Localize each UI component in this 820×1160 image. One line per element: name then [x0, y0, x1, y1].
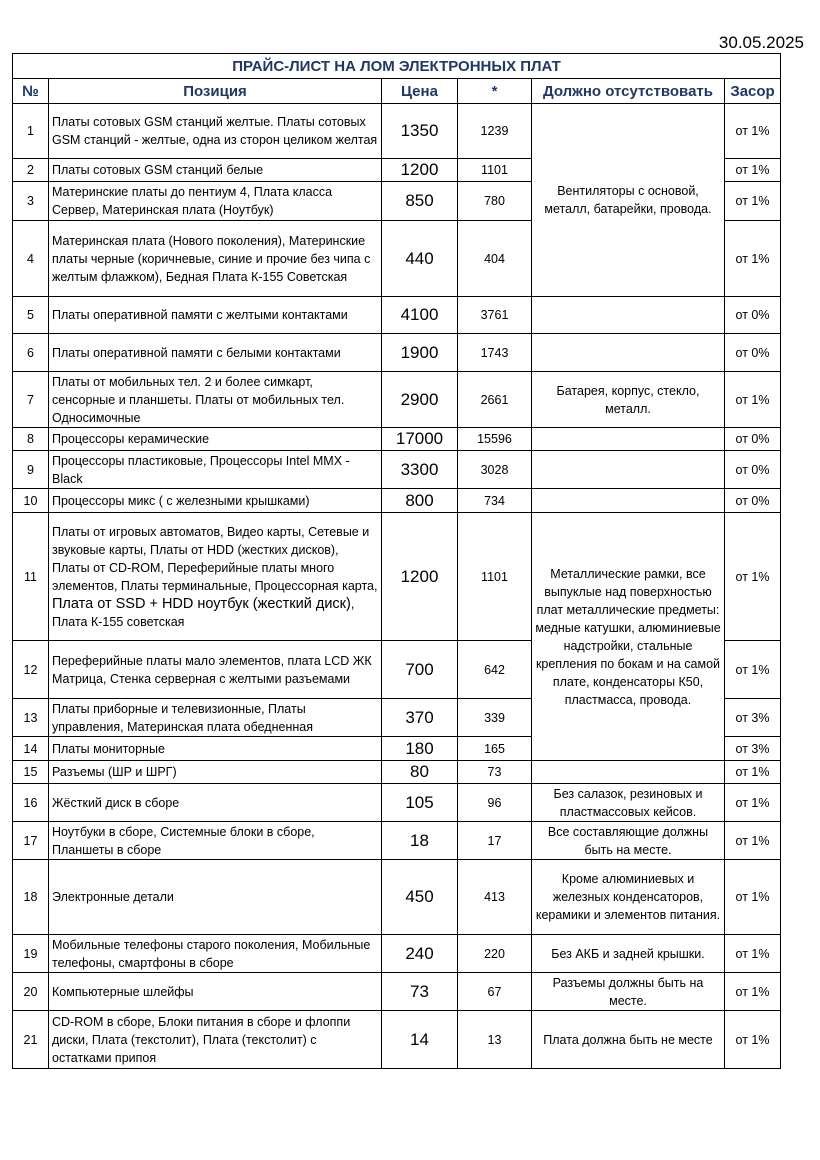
row-star-price: 73 — [458, 761, 532, 784]
row-zasor: от 1% — [725, 761, 781, 784]
row-num: 20 — [13, 973, 49, 1011]
row-price: 370 — [382, 699, 458, 737]
row-price: 1900 — [382, 334, 458, 372]
row-zasor: от 0% — [725, 334, 781, 372]
row-zasor: от 0% — [725, 451, 781, 489]
row-zasor: от 1% — [725, 935, 781, 973]
title-row — [13, 54, 781, 79]
row-requirements: Металлические рамки, все выпуклые над поверхностью плат металлические предметы: медные катушки, алюминиевые надстройки, стальные крепления по бокам и на самой плате, конденсаторы К50, пластмасса, провода. — [532, 513, 725, 761]
row-price: 440 — [382, 221, 458, 297]
row-num: 2 — [13, 159, 49, 182]
row-price: 14 — [382, 1011, 458, 1069]
row-star-price: 404 — [458, 221, 532, 297]
table-row — [13, 372, 781, 428]
row-num: 19 — [13, 935, 49, 973]
row-position: Мобильные телефоны старого поколения, Мобильные телефоны, смартфоны в сборе — [49, 935, 382, 973]
row-position: Электронные детали — [49, 860, 382, 935]
row-position: Материнские платы до пентиум 4, Плата класса Сервер, Материнская плата (Ноутбук) — [49, 182, 382, 221]
row-price: 240 — [382, 935, 458, 973]
row-price: 850 — [382, 182, 458, 221]
row-star-price: 2661 — [458, 372, 532, 428]
row-position: Компьютерные шлейфы — [49, 973, 382, 1011]
row-star-price: 3028 — [458, 451, 532, 489]
row-price: 180 — [382, 737, 458, 761]
table-row — [13, 822, 781, 860]
table-row — [13, 784, 781, 822]
table-row — [13, 334, 781, 372]
row-star-price: 17 — [458, 822, 532, 860]
row-requirements: Батарея, корпус, стекло, металл. — [532, 372, 725, 428]
table-row — [13, 761, 781, 784]
row-requirements: Кроме алюминиевых и железных конденсаторов, керамики и элементов питания. — [532, 860, 725, 935]
row-position: Переферийные платы мало элементов, плата LCD ЖК Матрица, Стенка серверная с желтыми разъемами — [49, 641, 382, 699]
row-position-part: , Плата К-155 советская — [52, 596, 355, 629]
row-position: CD-ROM в сборе, Блоки питания в сборе и флоппи диски, Плата (текстолит), Плата (текстолит) с остатками припоя — [49, 1011, 382, 1069]
row-num: 14 — [13, 737, 49, 761]
row-requirements: Разъемы должны быть на месте. — [532, 973, 725, 1011]
row-price: 80 — [382, 761, 458, 784]
header-price: Цена — [382, 79, 458, 104]
row-star-price: 67 — [458, 973, 532, 1011]
row-num: 3 — [13, 182, 49, 221]
row-num: 11 — [13, 513, 49, 641]
row-position: Ноутбуки в сборе, Системные блоки в сборе, Планшеты в сборе — [49, 822, 382, 860]
row-position: Материнская плата (Нового поколения), Материнские платы черные (коричневые, синие и прочие без чипа с желтым флажком), Бедная Плата К-155 Советская — [49, 221, 382, 297]
row-price: 450 — [382, 860, 458, 935]
row-star-price: 220 — [458, 935, 532, 973]
row-requirements: Без АКБ и задней крышки. — [532, 935, 725, 973]
row-price: 73 — [382, 973, 458, 1011]
row-star-price: 96 — [458, 784, 532, 822]
row-position: Платы сотовых GSM станций желтые. Платы сотовых GSM станций - желтые, одна из сторон целиком желтая — [49, 104, 382, 159]
row-num: 13 — [13, 699, 49, 737]
row-zasor: от 0% — [725, 428, 781, 451]
row-zasor: от 3% — [725, 699, 781, 737]
row-zasor: от 1% — [725, 372, 781, 428]
row-zasor: от 1% — [725, 159, 781, 182]
row-price: 4100 — [382, 297, 458, 334]
row-star-price: 413 — [458, 860, 532, 935]
row-num: 4 — [13, 221, 49, 297]
row-price: 1200 — [382, 513, 458, 641]
row-position: Платы оперативной памяти с белыми контактами — [49, 334, 382, 372]
table-row — [13, 104, 781, 159]
row-star-price: 780 — [458, 182, 532, 221]
row-position: Жёсткий диск в сборе — [49, 784, 382, 822]
header-zasor: Засор — [725, 79, 781, 104]
row-zasor: от 1% — [725, 641, 781, 699]
row-num: 18 — [13, 860, 49, 935]
table-title: ПРАЙС-ЛИСТ НА ЛОМ ЭЛЕКТРОННЫХ ПЛАТ — [13, 54, 781, 79]
table-row — [13, 489, 781, 513]
table-row — [13, 860, 781, 935]
row-num: 9 — [13, 451, 49, 489]
row-requirements-empty — [532, 334, 725, 372]
row-price: 18 — [382, 822, 458, 860]
row-requirements-empty — [532, 297, 725, 334]
row-position: Процессоры пластиковые, Процессоры Intel MMX - Black — [49, 451, 382, 489]
row-zasor: от 1% — [725, 784, 781, 822]
row-star-price: 1101 — [458, 513, 532, 641]
row-requirements-empty — [532, 451, 725, 489]
table-row — [13, 297, 781, 334]
header-must-be-absent: Должно отсутствовать — [532, 79, 725, 104]
row-num: 7 — [13, 372, 49, 428]
row-star-price: 1743 — [458, 334, 532, 372]
row-num: 21 — [13, 1011, 49, 1069]
row-position: Процессоры керамические — [49, 428, 382, 451]
row-star-price: 339 — [458, 699, 532, 737]
row-position-part: Платы от игровых автоматов, Видео карты, Сетевые и звуковые карты, Платы от HDD (жестких дисков), Платы от CD-ROM, Переферийные платы много элементов, Платы терминальные, Процессорная карта, — [52, 524, 378, 593]
table-row — [13, 935, 781, 973]
row-price: 700 — [382, 641, 458, 699]
row-num: 12 — [13, 641, 49, 699]
header-row — [13, 79, 781, 104]
row-position: Процессоры микс ( с железными крышками) — [49, 489, 382, 513]
price-table — [12, 53, 781, 1069]
row-num: 10 — [13, 489, 49, 513]
row-price: 3300 — [382, 451, 458, 489]
table-row — [13, 973, 781, 1011]
document-date: 30.05.2025 — [718, 33, 804, 52]
header-num: № — [13, 79, 49, 104]
row-requirements-empty — [532, 761, 725, 784]
row-position: Разъемы (ШР и ШРГ) — [49, 761, 382, 784]
row-num: 1 — [13, 104, 49, 159]
row-requirements: Без салазок, резиновых и пластмассовых кейсов. — [532, 784, 725, 822]
row-zasor: от 1% — [725, 860, 781, 935]
row-num: 5 — [13, 297, 49, 334]
row-star-price: 3761 — [458, 297, 532, 334]
header-star: * — [458, 79, 532, 104]
row-price: 1200 — [382, 159, 458, 182]
row-zasor: от 1% — [725, 973, 781, 1011]
row-star-price: 642 — [458, 641, 532, 699]
row-requirements: Плата должна быть не месте — [532, 1011, 725, 1069]
row-zasor: от 1% — [725, 513, 781, 641]
row-position: Платы приборные и телевизионные, Платы управления, Материнская плата обедненная — [49, 699, 382, 737]
row-zasor: от 3% — [725, 737, 781, 761]
row-requirements-empty — [532, 489, 725, 513]
row-price: 17000 — [382, 428, 458, 451]
row-price: 2900 — [382, 372, 458, 428]
row-zasor: от 0% — [725, 489, 781, 513]
row-zasor: от 1% — [725, 221, 781, 297]
row-position: Платы мониторные — [49, 737, 382, 761]
row-star-price: 734 — [458, 489, 532, 513]
row-star-price: 13 — [458, 1011, 532, 1069]
table-row — [13, 428, 781, 451]
row-num: 6 — [13, 334, 49, 372]
row-star-price: 1101 — [458, 159, 532, 182]
row-zasor: от 1% — [725, 104, 781, 159]
row-position-part-large: Плата от SSD + HDD ноутбук (жесткий диск) — [52, 595, 351, 612]
row-star-price: 15596 — [458, 428, 532, 451]
table-row — [13, 451, 781, 489]
row-position: Платы от мобильных тел. 2 и более симкарт, сенсорные и планшеты. Платы от мобильных тел. Односимочные — [49, 372, 382, 428]
row-position — [49, 513, 382, 641]
row-star-price: 1239 — [458, 104, 532, 159]
row-star-price: 165 — [458, 737, 532, 761]
row-num: 17 — [13, 822, 49, 860]
row-zasor: от 1% — [725, 822, 781, 860]
row-requirements: Все составляющие должны быть на месте. — [532, 822, 725, 860]
row-position: Платы сотовых GSM станций белые — [49, 159, 382, 182]
header-position: Позиция — [49, 79, 382, 104]
row-price: 800 — [382, 489, 458, 513]
row-price: 1350 — [382, 104, 458, 159]
table-row — [13, 1011, 781, 1069]
row-price: 105 — [382, 784, 458, 822]
table-row — [13, 513, 781, 641]
row-num: 16 — [13, 784, 49, 822]
row-position: Платы оперативной памяти с желтыми контактами — [49, 297, 382, 334]
row-num: 8 — [13, 428, 49, 451]
row-requirements-empty — [532, 428, 725, 451]
row-num: 15 — [13, 761, 49, 784]
row-requirements: Вентиляторы с основой, металл, батарейки, провода. — [532, 104, 725, 297]
row-zasor: от 0% — [725, 297, 781, 334]
row-zasor: от 1% — [725, 182, 781, 221]
row-zasor: от 1% — [725, 1011, 781, 1069]
